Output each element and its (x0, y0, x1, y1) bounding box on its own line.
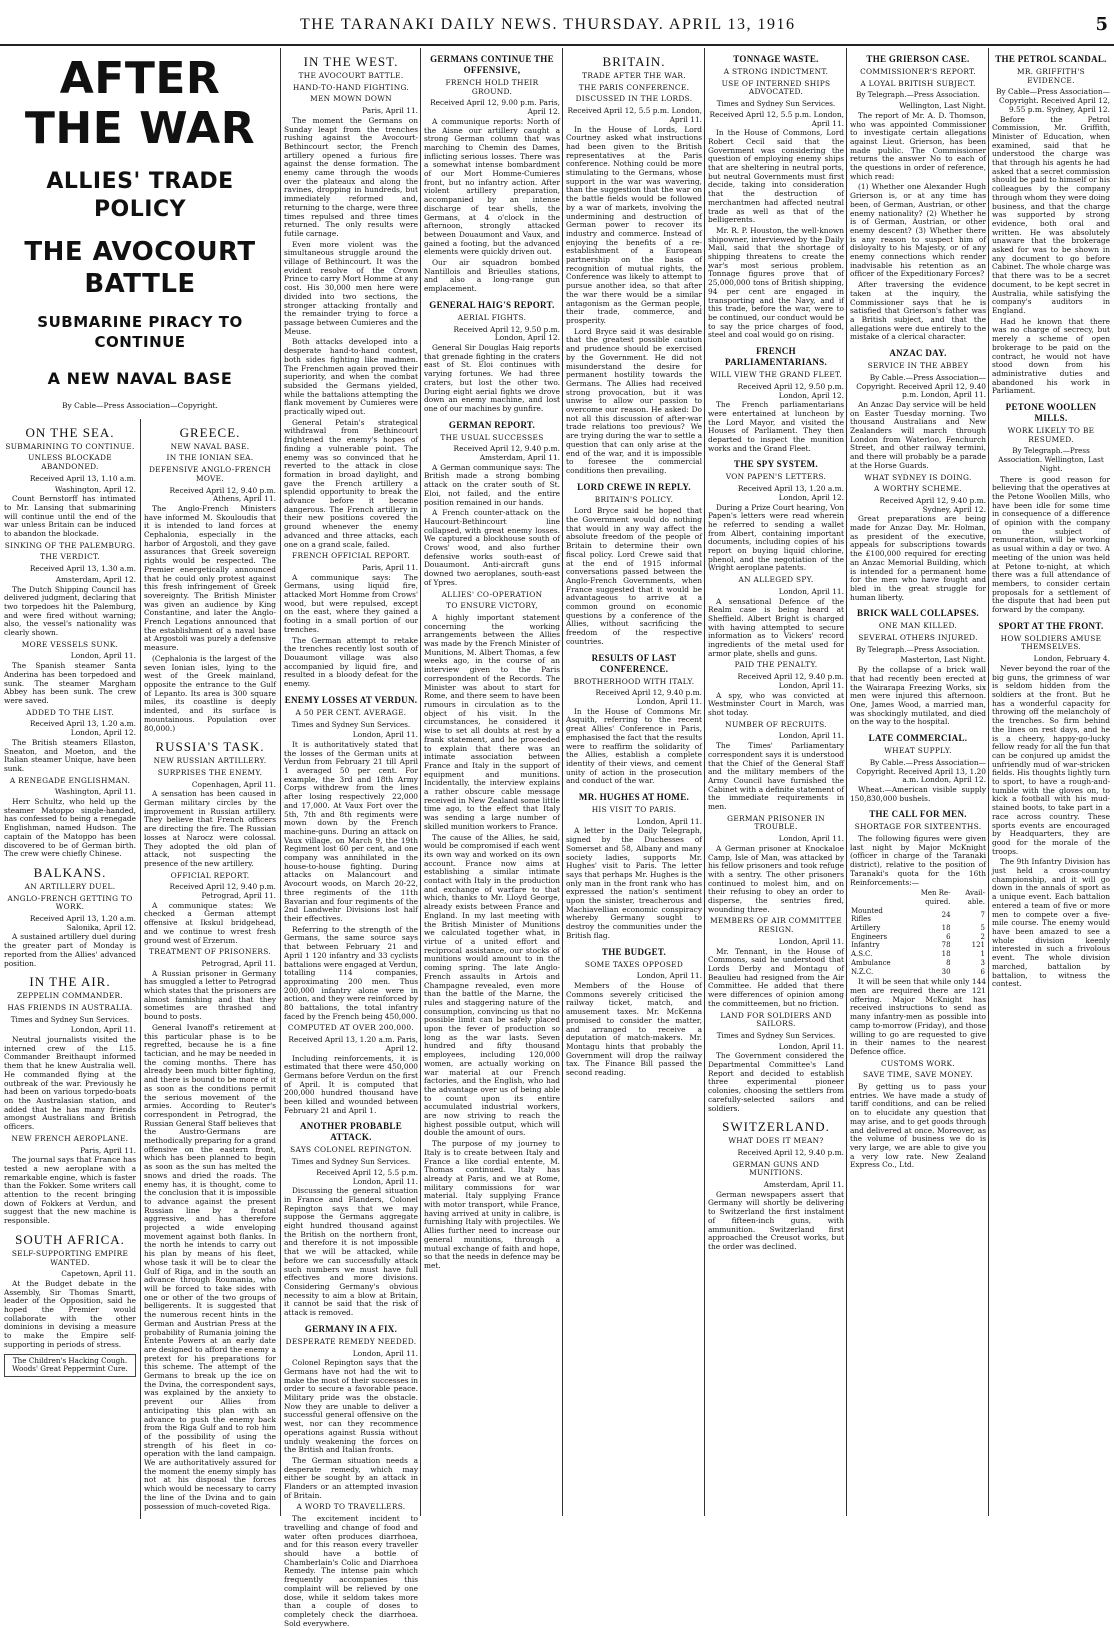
article-text: Including reinforcements, it is estimated that there were 450,000 Germans before Verdun on the first of April. It is computed that 200,000 hundred thousand have been killed and wounded between February 21 and April 1. (284, 1053, 418, 1115)
masthead (0, 0, 1114, 46)
subheading: DEFENSIVE ANGLO-FRENCH MOVE. (148, 465, 272, 483)
article-text: (Cephalonia is the largest of the seven Ionian isles, lying to the west of the Greek mainland, opposite the entrance to the Gulf of Lepanto. Its area is 300 square miles, its coastline is deeply indented, and its surface is mountainous. Population over 80,000.) (144, 653, 276, 733)
source-line: Times and Sydney Sun Services. (716, 99, 836, 109)
column-1-left (4, 419, 136, 1377)
article-text: A Russian prisoner in Germany has smuggled a letter to Petrograd which states that the prisoners are almost famishing and that they sometimes are thrashed and bound to posts. (144, 968, 276, 1022)
subheading: A RENEGADE ENGLISHMAN. (9, 775, 131, 785)
section-heading: THE PETROL SCANDAL. (995, 54, 1107, 64)
subheading: THE VERDICT. (40, 552, 100, 562)
table-cell: Infantry (851, 941, 880, 950)
table-cell: Engineers (851, 932, 888, 941)
article-text: Herr Schultz, who held up the steamer Matoppo single-handed, has confessed to being a renegade Englishman, named Hudson. The captain of the Matoppo has been discovered to be of German birth. The crew were chiefly Chinese. (4, 797, 136, 859)
dateline: Wellington, Last Night. (899, 101, 986, 111)
article-text: Members of the House of Commons severely criticised the railway ticket, match, and amusement taxes. Mr. McKenna promised to consider the matter, and arranged to receive a deputation of match-makers. Mr. Montagu hints that probably the Government will drop the railway tax. The Finance Bill passed the second reading. (566, 980, 702, 1078)
section-heading: FRENCH PARLIAMENTARIANS. (724, 346, 828, 368)
article-text: A communique reports: North of the Aisne our artillery caught a strong German column that was marching to Chemin des Dames, inflicting serious losses. There was a somewhat intense bombardment of our Mort Homme-Cumieres front, but no infantry action. After violent artillery preparation, accompanied by an intense discharge of tear shells, the Germans, at 4 o'clock in the afternoon, strongly attacked between Douaumont and Vaux, and gained a footing, but the advanced elements were quickly driven out. (424, 116, 560, 257)
subheading: DISCUSSED IN THE LORDS. (575, 94, 693, 104)
subheading: SINKING OF THE PALEMBURG. (4, 540, 136, 550)
dateline: Paris, April 11. (362, 562, 418, 572)
dateline: By Cable.—Press Association—Copyright. Received April 12, 9.40 p.m. London, April 11. (856, 372, 986, 400)
article-text: A French counter-attack on the Haucourt-Bethincourt line collapsed, with great enemy losses. We captured a blockhouse south of Crows' wood, and also further defensive works south-east of Douaumont. Anti-aircraft guns downed two aeroplanes, south-east of Ypres. (424, 508, 560, 587)
section-heading: BRITAIN. (602, 54, 666, 69)
subheading: NEW NAVAL BASE. (170, 441, 250, 451)
table-row (850, 950, 986, 959)
article-text: Even more violent was the simultaneous struggle around the village of Bethincourt. It was the evident resolve of the Crown Prince to carry Mort Homme at any cost. His 30,000 men here were divided into two sections, the stronger attacking frontally and the remainder trying to force a passage between Cumieres and the Meuse. (284, 239, 418, 336)
section-heading: PETONE WOOLLEN MILLS. (1005, 402, 1097, 424)
quota-table (850, 889, 986, 976)
dateline: Received April 12, 9.50 p.m. London, April 12. (737, 381, 844, 400)
column-petrol-scandal (992, 48, 1110, 1516)
article-text: It will be seen that while only 144 men are required there are 121 offering. Major McKnight has received instructions to send as many infantry-men as possible into camp to-morrow (Friday), and those willing to go are requested to give in their names to the nearest Defence office. (850, 977, 986, 1056)
table-cell: 6 (946, 932, 951, 941)
article-text: During a Prize Court hearing, Von Papen's letters were read wherein he referred to sending a wallet from Albert, containing important documents, including copies of his report on buying liquid chlorine, phenol, and the negotiation of the Wright aeroplane patents. (708, 502, 844, 573)
dateline: Washington, April 11. (54, 787, 136, 797)
table-header-cell: Avail-able. (965, 889, 985, 906)
headline-avocourt-battle: THE AVOCOURT BATTLE (24, 237, 256, 299)
source-line: By Telegraph.—Press Association. Wellington, Last Night. (998, 446, 1104, 473)
article-text: Great preparations are being made for Anzac Day. Mr. Holman, as president of the executive, appeals for subscriptions towards the £100,000 required for erecting an Anzac Memorial Building, which is intended for a permanent home for the men who have fought and bled in the great struggle for human liberty. (850, 514, 986, 602)
dateline: Received April 12, 9.00 p.m. Paris, April 12. (430, 98, 560, 117)
dateline: Received April 12, 9.50 p.m. London, April 12. (453, 324, 560, 343)
subheading: ADDED TO THE LIST. (26, 707, 114, 717)
dateline: Received April 13, 1.20 a.m. Salonika, April 12. (29, 914, 136, 932)
article-text: The British steamers Ellaston, Sneaton, and Moeton, and the Italian steamer Unique, have been sunk. (4, 737, 136, 773)
subheading: ANGLO-FRENCH GETTING TO WORK. (7, 893, 133, 912)
dateline: Received April 13, 1.20 a.m. Paris, April 12. (288, 1035, 418, 1053)
column-rule (846, 48, 847, 1516)
subheading: TRADE AFTER THE WAR. (582, 71, 686, 80)
subheading: AN ALLEGED SPY. (738, 575, 814, 585)
subheading: A 50 PER CENT. AVERAGE. (295, 707, 407, 717)
table-header-cell: Men Re-quired. (920, 889, 951, 906)
subheading: BRITAIN'S POLICY. (594, 494, 674, 504)
article-text: A sensation has been caused in German military circles by the improvement in Russian artillery. They believe that French officers are directing the fire. The Russian losses at Narocz were colossal. They adopted the old plan of attack, not suspecting the presence of the new artillery. (144, 789, 276, 868)
subheading: COMPUTED AT OVER 200,000. (287, 1023, 415, 1033)
column-1-right (144, 419, 276, 1514)
subheading: SAVE TIME, SAVE MONEY. (862, 1070, 974, 1080)
table-row (850, 959, 986, 968)
subheading: HOW SOLDIERS AMUSE THEMSELVES. (1000, 633, 1102, 652)
subheading: PAID THE PENALTY. (734, 660, 818, 670)
dateline: London, April 11. (636, 971, 702, 981)
dateline: Received April 12, 5.5 p.m. London, April 11. (567, 106, 702, 124)
section-heading: SWITZERLAND. (722, 1119, 830, 1135)
table-cell: 8 (946, 958, 951, 967)
article-text: A highly important statement concerning the working arrangements between the Allies was made by the French Minister of Munitions, M. Albert Thomas, a few weeks ago, in the course of an interview given to the Paris correspondent of the Records. The Minister was about to start for Rome, and there seem to have been rumours in circulation as to the object of his visit. In the circumstances, he considered it wise to set all doubts at rest by a frank statement, and he proceeded to explain that there was an intimate association between France and Italy in the support of equipment and munitions. Incidentally, the interview explains a rather obscure cable message received in New Zealand some little time ago, to the effect that Italy was sending a large number of skilled munition workers to France. (424, 612, 560, 831)
dateline: London, April 11. (70, 651, 136, 661)
table-cell: 121 (971, 941, 985, 950)
column-germans-offensive (424, 48, 560, 1516)
table-cell: 24 (941, 911, 951, 919)
table-row (850, 924, 986, 933)
table-cell: 18 (941, 924, 951, 933)
subheading: HAND-TO-HAND FIGHTING. (292, 82, 410, 92)
column-rule (140, 419, 141, 1519)
subheading: SURPRISES THE ENEMY. (157, 767, 263, 777)
column-west (284, 48, 418, 1628)
column-tonnage-waste (708, 48, 844, 1516)
subheading: THE AVOCOURT BATTLE. (298, 71, 404, 80)
article-text: General Petain's strategical withdrawal from Bethincourt frightened the enemy's hopes of finding a vulnerable point. The enemy was so convinced that he reverted to the attack in close formation in broad daylight, and gave the French artillery a splendid opportunity to break the advance before it became dangerous. The French artillery in their new positions covered the ground whenever the enemy advanced and three attacks, each one on a grand scale, failed. (284, 417, 418, 549)
dateline: London, April 11. (352, 1348, 418, 1358)
article-text: (1) Whether one Alexander Hugh Grierson is, or at any time has been, of German, Austrian, or other enemy nationality? (2) Whether he is of German, Austrian, or other enemy descent? (3) Whether there is any reason to suspect him of disloyalty to his Majesty, or of any enemy connections which render inadvisable his retention as an officer of the Expeditionary Forces? (850, 182, 986, 279)
article-text: The Government considered the Departmental Committee's Land Report and decided to establish three experimental pioneer colonies, choosing the settlers from carefully-selected sailors and soldiers. (708, 1051, 844, 1113)
article-text: Neutral journalists visited the interned crew of the L15. Commander Breithaupt informed them that he knew Australia well. He commanded flying at the outbreak of the war. Previously he had been on various torpedo-boats on the Australasian station, and added that he has many friends amongst Australians and British officers. (4, 1035, 136, 1132)
dateline: Amsterdam, April 11. (763, 1180, 844, 1190)
article-text: The cause of the Allies, he said, would be compromised if each went its own way and worked on its own account. France now aims at establishing a similar intimate contact with Italy in the production and exchange of warfare to that which, thanks to Mr. Lloyd George, already exists between France and England. In my last meeting with the British Minister of Munitions we calculated together what, in virtue of a united effort and reciprocal assistance, our stocks of munitions would amount to in the coming spring. The late Anglo-French assaults in Artois and Champagne revealed, even more than the battle of the Marne, the rules and staggering nature of the consumption, convincing us that no possible limit can be safely placed upon the fever of production so long as the war lasts. Seven hundred and fifty thousand employees, including 120,000 women, are actually working on war material at our French factories, and the English, who had the advantage over us of being able to count upon its entire accumulated industrial workers, are now striving to reach the highest possible output, which will double the amount of ours. (424, 832, 560, 1138)
section-heading: MR. HUGHES AT HOME. (578, 792, 690, 803)
article-text: In the House of Lords, Lord Courtney asked what instructions had been given to the British representatives at the Paris conference. Nothing could be more stimulating to the Germans, whose support in the war was wavering, than the suggestion that the war on the battle fields would be followed by a war of markets, involving the undermining and destruction of German power to recover its industry and commerce. Instead of enjoying the benefits of a re-establishment of a European partnership on the basis of recognition of mutual rights, the Conference was likely to attempt to pursue another idea, so that after the war there would be a similar antagonism as the German people, their trade, commerce, and prosperity. (566, 124, 702, 325)
subheading: WORK LIKELY TO BE RESUMED. (1007, 426, 1095, 444)
article-text: After traversing the evidence taken at the inquiry, the Commissioner says that he is satisfied that Grierson's father was a British subject, and that the allegations were due entirely to the mistake of a clerical character. (850, 280, 986, 342)
article-text: A letter in the Daily Telegraph, signed by the Duchesses of Somerset and 58, Albany and many society ladies, supports Mr. Hughes' visit to Paris. The letter says that perhaps Mr. Hughes is the only man in the front rank who has expressed the nation's sentiment upon the sinister, treacherous and Machiavellian economic conspiracy whereby Germany sought to destroy the communities under the British flag. (566, 826, 702, 940)
column-rule (704, 48, 705, 1516)
section-heading: SPORT AT THE FRONT. (998, 620, 1104, 631)
dateline: Washington, April 12. (54, 484, 136, 494)
table-cell: 78 (941, 941, 951, 950)
section-heading: BALKANS. (33, 864, 107, 880)
subheading: SERVICE IN THE ABBEY (867, 361, 969, 371)
article-text: Mr. Tennant, in the House of Commons, said he understood that Lords Derby and Montagu of Beaulieu had resigned from the Air Committee. He added that there were differences of opinion among the committeemen, but no friction. (708, 946, 844, 1008)
article-text: There is good reason for believing that the operatives at the Petone Woollen Mills, who have been idle for some time in consequence of a difference of opinion with the company on the subject of remuneration, will be working as usual within a day or two. A meeting of the union was held at Petone to-night, at which there was a full attendance of members, to consider certain proposals for a settlement of the dispute that had been put forward by the company. (992, 474, 1110, 615)
article-text: Never beyond the roar of the big guns, the grimness of war is seldom hidden from the soldiers at the front. But he has a wonderful capacity for throwing off the melancholy of the trenches. So firm behind the lines on rest days, and he is a cheery, happy-go-lucky fellow ready for all the fun that can be conjured up amidst the unfriendly mud of war-stricken fields. His thoughts lightly turn to sport, to have a rough-and-tumble with the gloves on, to kick a football with his mud-stained boots, to take part in a race across country. These sports events are encouraged by Headquarters, they are good for the morale of the troops. (992, 663, 1110, 856)
article-text: The 9th Infantry Division has just held a cross-country championship, and it will go down in the annals of sport as a unique event. Each battalion entered a team of five or more men to compete over a five-mile course. The enemy would have been amazed to see a whole division keenly interested in such a frivolous event. The whole division marched, battalion by battalion, to witness the contest. (992, 857, 1110, 989)
table-cell: Artillery (851, 924, 881, 933)
subheading: SELF-SUPPORTING EMPIRE WANTED. (11, 1248, 129, 1267)
article-text: The Anglo-French Ministers have informed M. Skouloudis that it is intended to land forces at Cephalonia, especially in the harbor of Argostoli, and they gave assurances that Greek sovereign rights would be respected. The Premier energetically announced that he could only protest against this fresh infringement of Greek sovereignty. The British Minister was given an audience by King Constantine, and later the Anglo-French Legations announced that the establishment of a naval base at Argostoli was purely a defensive measure. (144, 503, 276, 653)
article-text: General Sir Douglas Haig reports that grenade fighting in the craters east of St. Eloi continues with varying fortunes. We had three craters, but lost the other two. During eight aerial fights we drove down an enemy machine, and lost one of our machines by gunfire. (424, 342, 560, 413)
dateline: By Cable—Press Association—Copyright. Received April 12, 9.55 p.m. Sydney, April 12. (996, 87, 1110, 114)
column-1 (4, 48, 276, 1516)
article-text: The Times' Parliamentary correspondent says it is understood that the Chief of the General Staff and the military members of the Army Council have furnished the Cabinet with a definite statement of the immediate requirements in men. (708, 741, 844, 812)
dateline: Received April 12, 9.40 p.m. (737, 1147, 844, 1157)
table-row (850, 968, 986, 977)
article-text: Mr. R. P. Houston, the well-known shipowner, interviewed by the Daily Mail, said that the shortage of shipping threatens to create the war's most serious problem. Tonnage figures prove that of 25,000,000 tons of British shipping, 94 per cent are engaged in transporting and the Navy, and if this trade, before the war, were to be continued, our conduct would be to say the price charges of food, steel and coal would go on rising. (708, 225, 844, 340)
article-text: The journal says that France has tested a new aeroplane with a remarkable engine, which is faster than the Fokker. Some writers call attention to the recent bringing down of Fokkers at Verdun, and suggest that the new machine is responsible. (4, 1155, 136, 1226)
table-cell: N.Z.C. (851, 967, 874, 976)
table-cell: 5 (980, 924, 985, 933)
dateline: Received April 12, 5.5 p.m. London, April 11. (316, 1167, 418, 1186)
article-text: German newspapers assert that Germany will shortly be delivering to Switzerland the first instalment of fifteen-inch guns, with ammunition. Switzerland first approached the Creusot works, but the order was declined. (708, 1189, 844, 1251)
column-rule (420, 48, 421, 1516)
subheading: AN ARTILLERY DUEL. (24, 881, 116, 891)
headline-submarine-piracy: SUBMARINE PIRACY TO CONTINUE (37, 313, 243, 351)
column-rule (988, 48, 989, 1516)
section-heading: ON THE SEA. (25, 424, 115, 440)
dateline: London, April 11. (70, 1025, 136, 1035)
section-heading: IN THE WEST. (303, 54, 399, 69)
table-cell: 18 (941, 950, 951, 959)
subheading: FRENCH OFFICIAL REPORT. (292, 551, 410, 561)
subheading: WHEAT SUPPLY. (884, 746, 952, 756)
dateline: Received April 13, 1.20 a.m. London, April 12. (737, 484, 844, 502)
dateline: Received April 12, 5.5 p.m. London, April 11. (709, 109, 844, 128)
section-heading: GERMAN REPORT. (448, 419, 536, 430)
table-cell: Mounted Rifles (851, 906, 883, 924)
subheading: A LOYAL BRITISH SUBJECT. (860, 78, 976, 88)
dateline: Masterton, Last Night. (900, 655, 986, 665)
table-cell: 2 (980, 932, 985, 941)
headline-after-the-war: AFTER THE WAR (24, 53, 256, 154)
subheading: VON PAPEN'S LETTERS. (725, 472, 827, 482)
article-text: Referring to the strength of the Germans, the same source says that between February 21 and April 1 120 infantry and 33 cyclists battalions were engaged at Verdun, totalling 114 companies, approximating 200 men. Thus 200,000 infantry alone were in action, and they were reinforced by 80 battalions, the total infantry faced by the French being 450,000. (284, 924, 418, 1021)
article-text: A sensational Defence of the Realm case is being heard at Sheffield. Albert Bright is charged with having attempted to secure information as to Vickers' record ingredients of the metal used for armor plate, shells and guns. (708, 596, 844, 658)
dateline: Paris, April 11. (80, 1145, 136, 1155)
article-text: The German situation needs a desperate remedy, which may either be sought by an attack in Flanders or an attempted invasion of Britain. (284, 1455, 418, 1500)
section-heading: RUSSIA'S TASK. (155, 739, 265, 755)
article-text: General Ivanoff's retirement at this particular phase is to be regretted, because he is a fine tactician, and he may be needed in the coming months. There has already been much bitter fighting, and there is bound to be more of it as soon as the conditions permit the serious movement of the armies. According to Reuter's correspondent in Petrograd, the Russian General Staff believes that the Austro-Germans are methodically preparing for a grand offensive on the eastern front, which has been planned to begin as soon as the sun has melted the snows and dried the roads. The enemy has, it is thought, come to the conclusion that it is impossible to advance against the present Russian line by a frontal aggressive, and has therefore projected a wide enveloping movement against both flanks. In the north he intends to carry out his plan by means of his fleet, whose task it will be to clear the Gulf of Riga, and in the south an advance through Roumania, who will be forced to take sides with one or other of the two groups of belligerents. It is suggested that the numerous recent hints in the German and Austrian Press at the probability of Rumania joining the Entente Powers at an early date are designed to afford the enemy a pretext for his preparations for this scheme. The attempt of the Germans to break up the ice on the Dvina, the correspondent says, was explained by the anxiety to prevent our Allies from anticipating this plan with an advance to push the enemy back from the Riga Gulf and to rob him of the possibility of using the strength of his fleet in co-operation with the land campaign. We are authoritatively assured for the moment the enemy simply has not at his disposal the forces which would be necessary to carry the line of the Dvina and to gain possession of much-coveted Riga. (144, 1022, 276, 1511)
article-text: Our air squadron bombed Nantillois and Brieulles stations, and also a long-range gun emplacement. (424, 258, 560, 294)
source-line: Times and Sydney Sun Services. (10, 1014, 130, 1024)
section-heading: SOUTH AFRICA. (15, 1231, 125, 1247)
dateline: Petrograd, April 11. (201, 958, 276, 968)
dateline: Received April 12, 9.40 p.m. London, April 11. (737, 672, 844, 690)
section-heading: TONNAGE WASTE. (733, 54, 819, 64)
section-heading: GERMANS CONTINUE THE OFFENSIVE, (430, 54, 554, 75)
source-line: Times and Sydney Sun Services. (716, 1030, 836, 1040)
subheading: MORE VESSELS SUNK. (21, 639, 119, 649)
subheading: ONE MAN KILLED. (878, 621, 958, 631)
subheading: LAND FOR SOLDIERS AND SAILORS. (720, 1010, 832, 1029)
dateline: Received April 13, 1.20 a.m. London, April 12. (29, 719, 136, 738)
article-text: The German attempt to retake the trenches recently lost south of Douaumont village was also accompanied by liquid fire, and resulted in a bloody defeat for the enemy. (284, 635, 418, 689)
section-heading: BRICK WALL COLLAPSES. (857, 608, 979, 619)
source-line: By Telegraph.—Press Association. (856, 644, 980, 654)
subheading: SOME TAXES OPPOSED (584, 959, 684, 969)
article-text: A spy, who was convicted at Westminster Court in March, was shot today. (708, 690, 844, 717)
subheading: IN THE IONIAN SEA. (166, 453, 254, 463)
dateline: London, February 4. (1033, 654, 1110, 664)
headline-new-naval-base: A NEW NAVAL BASE (47, 369, 233, 388)
subheading: SEVERAL OTHERS INJURED. (858, 633, 978, 643)
article-text: The French parliamentarians were entertained at luncheon by the Lord Mayor, and visited the Houses of Parliament. They then departed to inspect the munition works and the Grand Fleet. (708, 400, 844, 453)
dateline: By Cable.—Press Association—Copyright. Received April 13, 1.20 a.m. London, April 12. (856, 757, 986, 785)
section-heading: ANZAC DAY. (889, 348, 947, 359)
article-text: Before the Petrol Commission, Mr. Griffith, Minister of Education, when examined, said that he understood the charge was that through his agents he had asked that a secret commission should be paid to himself or his colleagues by the company through whom they were doing business, and that the charge was supported by strong evidence, both oral and written. He was absolutely unaware that the brokerage asked for was to be shown in any document to go before Cabinet. The whole charge was that there was to be a secret document, to be kept secret in Australia, while satisfying the company's auditors in England. (992, 114, 1111, 315)
subheading: AERIAL FIGHTS. (457, 312, 527, 322)
section-heading: THE BUDGET. (601, 946, 667, 957)
article-text: Discussing the general situation in France and Flanders, Colonel Repington says that we may suppose the Germans aggregate eight hundred thousand against the British on the northern front, and therefore it is not impossible that we will be attacked, while before we can successfully attack such numbers we must have full effectives and more divisions. Considering Germany's obvious necessity to aim a blow at Britain, it cannot be said that the risk of attack is removed. (284, 1186, 418, 1318)
subheading: GERMAN PRISONER IN TROUBLE. (727, 813, 825, 832)
article-text: Colonel Repington says that the Germans have not had the wit to make the most of their successes in order to secure a favorable peace. Military pride was the obstacle. Now they are unable to deliver a successful general offensive on the west, nor can they recommence operations against Russia without unduly weakening the forces on the British and Italian fronts. (284, 1358, 418, 1455)
subheading: HIS VISIT TO PARIS. (591, 805, 677, 815)
column-rule (562, 48, 563, 1516)
article-text: The following figures were given last night by Major McKnight (officer in charge of the Taranaki district), relative to the position of Taranaki's quota for the 16th Reinforcements:— (850, 834, 986, 887)
dateline: Capetown, April 11. (61, 1269, 136, 1279)
headline-allies-trade-policy: ALLIES' TRADE POLICY (46, 169, 234, 222)
dateline: Received April 12, 9.40 p.m. Athens, April 11. (169, 485, 276, 504)
subheading: NUMBER OF RECRUITS. (725, 719, 827, 729)
article-text: Count Bernstorff has intimated to Mr. Lansing that submarining will continue until the end of the war unless Britain can be induced to abandon the blockade. (4, 494, 136, 539)
article-text: A German prisoner at Knockaloe Camp, Isle of Man, was attacked by his fellow prisoners and took refuge with a sentry. The other prisoners continued to molest him, and on their refusing to obey an order to disperse, the sentries fired, wounding three. (708, 843, 844, 914)
dateline: Received April 12, 9.40 p.m. Sydney, April 12. (879, 495, 986, 514)
subheading: DESPERATE REMEDY NEEDED. (285, 1336, 417, 1346)
table-row (850, 941, 986, 950)
subheading: MEMBERS OF AIR COMMITTEE RESIGN. (710, 916, 842, 935)
subheading: THE PARIS CONFERENCE. (578, 82, 690, 92)
article-text: The Dutch Shipping Council has delivered judgment, declaring that two torpedoes hit the Palemburg, and were fired without warning; also, the vessel's nationality was clearly shown. (4, 584, 136, 638)
dateline: Amsterdam, April 12. (55, 574, 136, 584)
subheading: SAYS COLONEL REPINGTON. (290, 1145, 412, 1155)
subheading: A WORTHY SCHEME. (873, 484, 963, 494)
article-text: A communique states: We checked a German attempt offensive at Ikskul bridgehead, and we continue to wrest fresh ground west of Erzerum. (144, 900, 276, 945)
article-text: At the Budget debate in the Assembly, Sir Thomas Smartt, leader of the Opposition, said he hoped the Premier would collaborate with the other dominions in devising a measure to make the Empire self-supporting in periods of stress. (4, 1278, 136, 1349)
subheading: TREATMENT OF PRISONERS. (148, 947, 272, 957)
section-heading: RESULTS OF LAST CONFERENCE. (591, 652, 677, 674)
dateline: London, April 11. (778, 1041, 844, 1051)
article-text: Lord Bryce said he hoped that the Government would do nothing that would in any way affect the absolute freedom of the people of Britain to determine their own fiscal policy. Lord Crewe said that at the end of 1915 informal conversations passed between the Anglo-French Governments, when France suggested that it would be advantageous to arrive at a common ground on economic questions by a conference of the Allies, without sacrificing the freedom of the respective countries. (566, 506, 702, 646)
dateline: Received April 13, 1.10 a.m. (29, 473, 136, 483)
article-text: The moment the Germans on Sunday leapt from the trenches rushing against the Avocourt-Bethincourt sector, the French artillery opened a furious fire against the dense formation. The enemy came through the woods over the plateaux and along the ravines, dropping in hundreds, but immediately reformed and, returning to the charge, were three times repulsed and three times returned. The only results were futile carnage. (284, 115, 418, 238)
dateline: Received April 12, 9.40 p.m. Amsterdam, April 11. (453, 444, 560, 463)
subheading: MR. GRIFFITH'S EVIDENCE. (1016, 67, 1086, 85)
section-heading: ANOTHER PROBABLE ATTACK. (299, 1121, 403, 1143)
article-text: In the House of Commons Mr. Asquith, referring to the recent great Allies' Conference in Paris, emphasised the fact that the results were to reaffirm the solidarity of the Allies, establish a complete identity of their views, and cement unity of action in the prosecution and conduct of the war. (566, 706, 702, 786)
article-text: A German communique says: The British made a strong bombing attack on the crater south of St. Eloi, not failed, and the entire position remained in our hands. (424, 462, 560, 507)
table-cell: Ambulance (851, 958, 891, 967)
article-text: Wheat.—American visible supply 150,830,000 bushels. (850, 784, 986, 803)
dateline: Received April 13, 1.30 a.m. (29, 564, 136, 574)
table-row (850, 933, 986, 942)
article-text: A communique says: The Germans, using liquid fire, attacked Mort Homme from Crows' wood, but were repulsed, except on the east, where they gained a footing in a small portion of our trenches. (284, 572, 418, 634)
subheading: NEW FRENCH AEROPLANE. (11, 1133, 129, 1143)
source-line: Times and Sydney Sun Services. (291, 1157, 411, 1167)
byline: By Cable—Press Association—Copyright. (62, 401, 218, 410)
article-text: In the House of Commons, Lord Robert Cecil said that the Government was considering the question of employing enemy ships that are sheltering in neutral ports, but neutral Governments must first decide, taking into consideration that the destruction of merchantmen had affected neutral trade as well as that of the belligerents. (708, 128, 844, 225)
table-row (850, 907, 986, 924)
subheading: OFFICIAL REPORT. (170, 870, 250, 880)
subheading: HAS FRIENDS IN AUSTRALIA. (7, 1002, 133, 1012)
subheading: FRENCH HOLD THEIR GROUND. (445, 78, 539, 96)
subheading: ZEPPELIN COMMANDER. (16, 991, 124, 1001)
section-heading: THE GRIERSON CASE. (866, 54, 970, 64)
dateline: London, April 11. (636, 816, 702, 826)
source-line: Times and Sydney Sun Services. (291, 719, 411, 729)
subheading: BROTHERHOOD WITH ITALY. (573, 676, 695, 686)
table-header-cell (850, 889, 902, 906)
section-heading: GREECE. (179, 424, 241, 440)
article-text: By getting us to pass your entries. We have made a study of tariff conditions, and can be relied on to elucidate any question that may arise, and to get goods through and delivered at once. Moreover, as the volume of business we do is very large, we are able to give you a very low rate. New Zealand Express Co., Ltd. (850, 1082, 987, 1170)
table-cell: 1 (980, 950, 985, 959)
dateline: Received April 12, 9.40 p.m. Petrograd, April 11. (169, 882, 276, 901)
article-text: The purpose of my journey to Italy is to create between Italy and France a like cordial entente, M. Thomas continued. Italy has already at Paris, and we at Rome, military commissions for war material. Italy supplying France with motor transport, while France, having arrived at unity in calibre, is furnishing Italy with projectiles. We Allies further need to increase our general munitions, through a mutual exchange of faith and hope, so that the needs in defence may be met. (424, 1139, 560, 1270)
dateline: Copenhagen, April 11. (191, 779, 276, 789)
subheading: THE USUAL SUCCESSES (440, 432, 544, 442)
subheading: WHAT SYDNEY IS DOING. (864, 472, 972, 482)
section-heading: LATE COMMERCIAL. (868, 733, 968, 744)
section-heading: THE CALL FOR MEN. (869, 809, 967, 820)
dateline: London, April 11. (778, 731, 844, 741)
subheading: SUBMARINING TO CONTINUE. (5, 441, 135, 451)
table-cell: 3 (980, 958, 985, 967)
source-line: By Telegraph.—Press Association. (856, 90, 980, 100)
dateline: Received April 12, 9.40 p.m. London, April 11. (595, 688, 702, 706)
section-heading: GERMANY IN A FIX. (304, 1323, 398, 1334)
column-grierson-case (850, 48, 986, 1516)
article-text: Lord Bryce said it was desirable that the greatest possible caution and prudence should be exercised by the Government. He did not misunderstand the desire for permanent hostility towards the Germans. The Allies had received strong provocation, but it was unwise to allow our passion to overcome our reason. He asked: Do not all this discussion of after-war trade relations too previous? We are trying during the war to settle a question that can only arise at the end of the war, and it is impossible to foresee the commercial conditions then prevailing. (566, 326, 702, 475)
dateline: London, April 11. (778, 834, 844, 844)
subheading: UNLESS BLOCKADE ABANDONED. (28, 453, 112, 472)
article-text: An Anzac Day service will be held on Easter Tuesday morning. Two thousand Australians and New Zealanders will march through London from Waterloo, Fenchurch Street, and other railway termini, and there will probably be a parade at the Horse Guards. (850, 399, 986, 470)
column-britain (566, 48, 702, 1516)
section-heading: IN THE AIR. (29, 974, 111, 990)
masthead-title: THE TARANAKI DAILY NEWS. THURSDAY. APRIL 13, 1916 (300, 16, 796, 33)
table-cell: 6 (980, 967, 985, 976)
article-text: Both attacks developed into a desperate hand-to-hand contest, both sides fighting like madmen. The Frenchmen again proved their superiority, and when the combat subsided the Germans yielded, while the battalions attempting the flank movement by Cumieres were practically wiped out. (284, 337, 418, 417)
subheading: ALLIES' CO-OPERATION (441, 589, 543, 599)
dateline: London, April 11. (352, 730, 418, 740)
subheading: CUSTOMS WORK. (881, 1058, 955, 1068)
table-cell: 30 (941, 967, 951, 976)
section-heading: LORD CREWE IN REPLY. (577, 481, 691, 492)
subheading: WHAT DOES IT MEAN? (728, 1136, 824, 1146)
subheading: NEW RUSSIAN ARTILLERY. (153, 756, 267, 766)
subheading: GERMAN GUNS AND MUNITIONS. (732, 1159, 820, 1178)
page-number: 5 (1095, 14, 1108, 35)
subheading: A WORD TO TRAVELLERS. (296, 1502, 406, 1512)
article-text: Had he known that there was no charge of secrecy, but merely a scheme of open brokerage to be paid on the contract, he would not have stood down from his administrative duties and abandoned his work in Parliament. (992, 316, 1110, 396)
article-text: By the collapse of a brick wall that had recently been erected at the Wairarapa Freezing Works, six men were injured this afternoon. One, James Wood, a married man, was shockingly mutilated, and died on the way to the hospital. (850, 665, 986, 727)
subheading: WILL VIEW THE GRAND FLEET. (710, 370, 842, 380)
subheading: USE OF INTERNED SHIPS ADVOCATED. (721, 78, 831, 97)
subheading: A STRONG INDICTMENT. (723, 67, 829, 76)
section-heading: THE SPY SYSTEM. (734, 459, 818, 470)
article-text: It is authoritatively stated that the losses of the German units at Verdun from February 21 till April 1 averaged 50 per cent. For example, the 3rd and 18th Army Corps withdrew from the lines after losing respectively 22,000 and 17,000. At Vaux Fort over the 5th, 7th and 8th regiments were mown down by the French machine-guns. During an attack on Vaux village, on March 9, the 19th Regiment lost 60 per cent, and one company was annihilated in the house-to-house fighting. During attacks on Malancourt and Avocourt woods, on March 20-22, three regiments of the 11th Bavarian and four regiments of the 2nd Landwehr Divisions lost half their effectives. (284, 739, 418, 923)
column-rule (280, 48, 281, 1516)
dateline: Paris, April 11. (362, 106, 418, 116)
article-text: A sustained artillery duel during the greater part of Monday is reported from the Allies' advanced position. (4, 932, 136, 968)
article-text: The excitement incident to travelling and change of food and water often produces diarrhoea, and for this reason every traveller should have a bottle of Chamberlain's Colic and Diarrhoea Remedy. The intense pain which frequently accompanies this complaint will be relieved by one dose, while it seldom takes more than a couple of doses to completely check the diarrhoea. Sold everywhere. (284, 1514, 418, 1628)
section-heading: ENEMY LOSSES AT VERDUN. (284, 694, 418, 705)
subheading: MEN MOWN DOWN (310, 94, 392, 104)
article-text: The report of Mr. A. D. Thomson, who was appointed Commissioner to investigate certain allegations against Lieut. Grierson, has been made public. The Commissioner returns the answer No to each of the questions in order of reference, which read: (850, 110, 986, 181)
table-cell: A.S.C. (851, 950, 873, 959)
subheading: COMMISSIONER'S REPORT. (860, 67, 976, 76)
subheading: SHORTAGE FOR SIXTEENTHS. (854, 822, 982, 832)
section-heading: GENERAL HAIG'S REPORT. (429, 299, 555, 310)
table-cell: 7 (980, 911, 985, 919)
subheading: TO ENSURE VICTORY, (446, 601, 538, 611)
article-text: The Spanish steamer Santa Anderina has been torpedoed and sunk. The steamer Margham Abbey has been sunk. The crew were saved. (4, 661, 136, 705)
dateline: London, April 11. (778, 936, 844, 946)
dateline: London, April 11. (778, 586, 844, 596)
advertisement: The Children's Hacking Cough. Woods' Great Peppermint Cure. (4, 1354, 136, 1377)
